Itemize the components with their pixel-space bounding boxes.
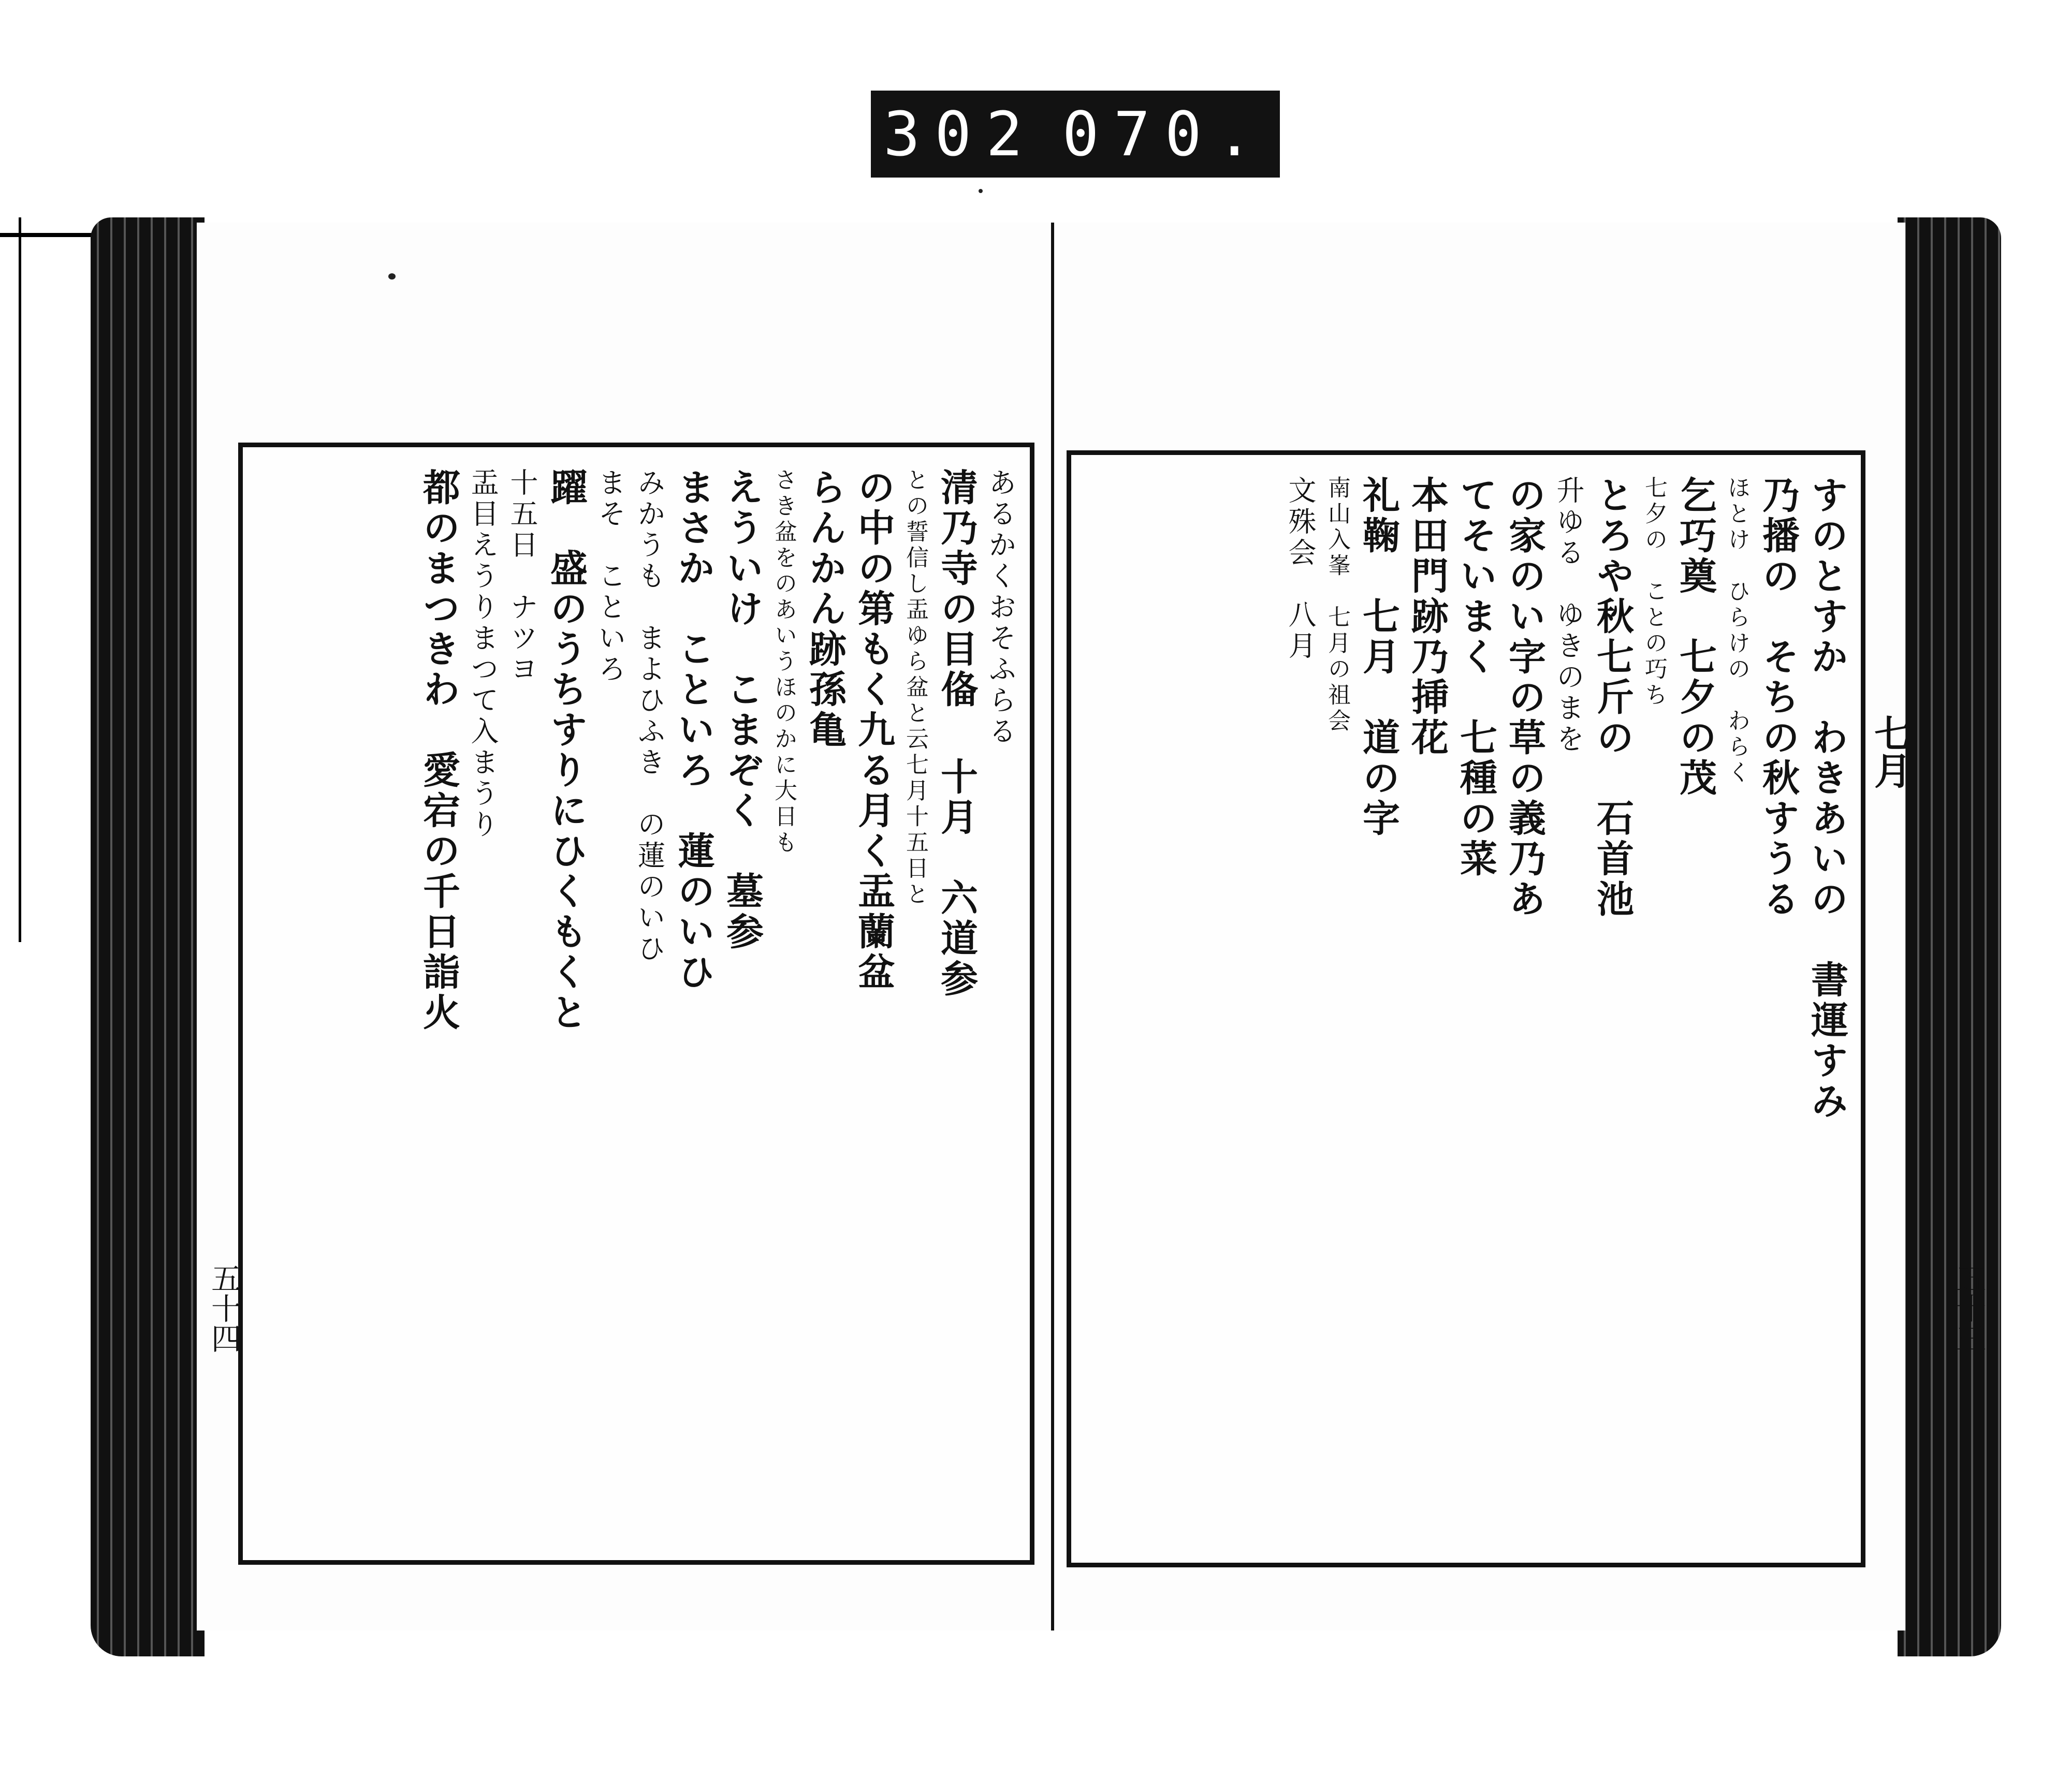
book-page-edges-right xyxy=(1898,217,2001,1656)
left-page-folio: 五十四 xyxy=(206,1263,241,1353)
scan-border-line xyxy=(19,217,21,942)
text-column: 十五日 ナツヨ xyxy=(506,468,538,685)
right-page-text-frame xyxy=(1067,450,1865,1567)
text-column: まさか こといろ 蓮のいひ xyxy=(672,468,716,993)
text-column: 盂目えうりまつて入まうり xyxy=(466,468,499,841)
text-column: さき盆をのあいうほのかに大日も xyxy=(770,468,797,856)
book-gutter xyxy=(1051,223,1054,1631)
left-page-text xyxy=(243,447,1030,1560)
text-column: の中の第もく九る月く盂蘭盆 xyxy=(852,468,896,993)
right-page-text xyxy=(1071,455,1861,1563)
text-column: てそいまく 七種の菜 xyxy=(1454,476,1498,879)
scan-border-line xyxy=(0,233,104,237)
text-column: 礼鞠 七月 道の字 xyxy=(1357,476,1401,839)
text-column: 躍 盛のうちすりにひくもくと xyxy=(544,468,588,1033)
text-column: ほとけ ひらけの わらく xyxy=(1724,476,1750,786)
reel-number: 302 xyxy=(883,98,1038,170)
text-column: 文殊会 八月 xyxy=(1284,476,1317,662)
text-column: 乃播の そちの秋すうる xyxy=(1756,476,1800,920)
text-column: まそ こといろ xyxy=(594,468,626,685)
text-column: 七夕の ことの巧ち xyxy=(1641,476,1667,709)
text-column: みかうも まよひふき の蓮のいひ xyxy=(633,468,666,965)
text-column: との誓信し盂ゆら盆と云七月十五日と xyxy=(902,468,928,908)
text-column: えういけ こまぞく 墓参 xyxy=(720,468,764,952)
text-column: 乞巧奠 七夕の茂 xyxy=(1673,476,1717,799)
text-column: 升ゆる ゆきのまを xyxy=(1552,476,1585,755)
scan-speck xyxy=(979,189,983,193)
text-column: 都のまつきわ 愛宕の千日詣火 xyxy=(417,468,461,1033)
right-page-folio: 五十三 xyxy=(1951,1263,1986,1353)
scan-speck xyxy=(388,273,396,280)
running-head-title: 七月 xyxy=(1868,714,1912,789)
text-column: 南山入峯 七月の祖会 xyxy=(1324,476,1350,735)
left-page-text-frame xyxy=(238,443,1034,1565)
book-page-edges-left xyxy=(91,217,205,1656)
text-column: あるかくおそふらる xyxy=(984,468,1017,747)
text-column: 本田門跡乃挿花 xyxy=(1405,476,1449,758)
text-column: とろや秋七斤の 石首池 xyxy=(1591,476,1635,920)
text-column: 清乃寺の目俻 十月 六道参 xyxy=(935,468,979,1000)
text-column: すのとすか わきあいの 書運すみ xyxy=(1805,476,1849,1122)
microfilm-frame-label xyxy=(871,91,1280,178)
text-column: らんかん跡孫亀 xyxy=(803,468,847,751)
text-column: の家のい字の草の義乃あ xyxy=(1503,476,1547,920)
frame-number: 070. xyxy=(1062,98,1267,170)
